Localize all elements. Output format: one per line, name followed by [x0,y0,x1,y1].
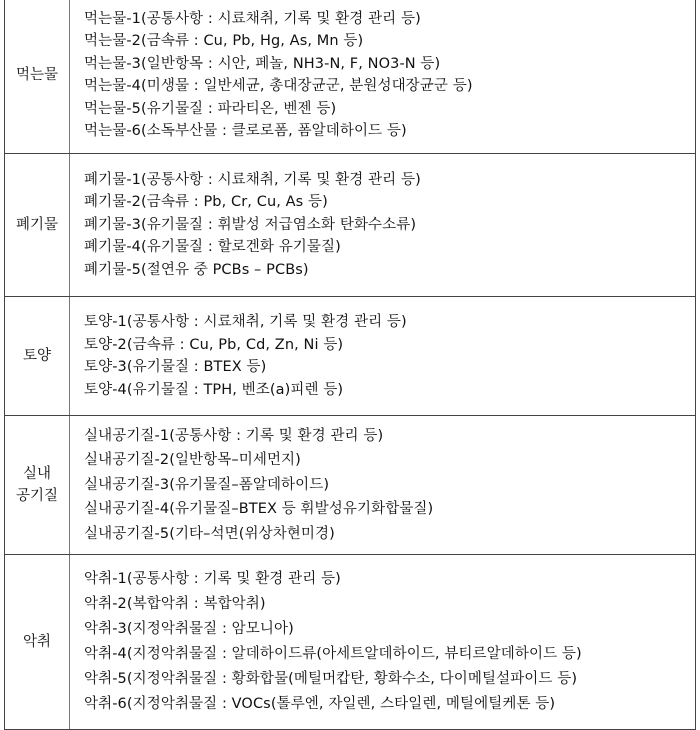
category-label-line: 실내 [22,466,51,482]
list-item: 실내공기질-1(공통사항 : 기록 및 환경 관리 등) [84,427,384,444]
list-item: 토양-3(유기물질 : BTEX 등) [84,359,267,375]
list-item: 토양-2(금속류 : Cu, Pb, Cd, Zn, Ni 등) [84,336,344,353]
table-row [5,555,696,730]
items-cell [70,297,696,416]
table-row [5,297,696,416]
list-item: 폐기물-4(유기물질 : 할로겐화 유기물질) [84,239,341,256]
test-item-table [4,0,696,730]
list-item: 악취-4(지정악취물질 : 알데하이드류(아세트알데하이드, 뷰티르알데하이드 등) [84,646,582,662]
category-cell [5,416,70,555]
list-item: 악취-2(복합악취 : 복합악취) [84,596,266,612]
list-item: 실내공기질-5(기타–석면(위상차현미경) [84,525,335,542]
category-cell [5,154,70,297]
list-item: 먹는물-1(공통사항 : 시료채취, 기록 및 환경 관리 등) [84,10,421,27]
items-cell [70,154,696,297]
list-item: 실내공기질-3(유기물질–폼알데하이드) [84,476,330,493]
list-item: 먹는물-2(금속류 : Cu, Pb, Hg, As, Mn 등) [84,33,364,49]
category-label: 폐기물 [15,217,59,233]
list-item: 악취-6(지정악취물질 : VOCs(톨루엔, 자일렌, 스타일렌, 메틸에틸케톤 등) [84,696,556,712]
list-item: 폐기물-5(절연유 중 PCBs – PCBs) [84,261,309,278]
items-cell [70,555,696,730]
table-row [5,0,696,154]
list-item: 토양-1(공통사항 : 시료채취, 기록 및 환경 관리 등) [84,314,407,330]
list-item: 먹는물-6(소독부산물 : 클로로폼, 폼알데하이드 등) [84,123,407,139]
list-item: 폐기물-3(유기물질 : 휘발성 저급염소화 탄화수소류) [84,216,417,233]
category-label: 토양 [22,348,51,364]
category-cell [5,555,70,730]
list-item: 폐기물-1(공통사항 : 시료채취, 기록 및 환경 관리 등) [84,171,421,188]
items-cell [70,416,696,555]
list-item: 토양-4(유기물질 : TPH, 벤조(a)피렌 등) [84,381,344,398]
list-item: 먹는물-5(유기물질 : 파라티온, 벤젠 등) [84,100,337,117]
list-item: 악취-1(공통사항 : 기록 및 환경 관리 등) [84,571,341,587]
category-cell [5,0,70,154]
list-item: 먹는물-4(미생물 : 일반세균, 총대장균군, 분원성대장균군 등) [84,78,473,94]
list-item: 악취-5(지정악취물질 : 황화합물(메틸머캅탄, 황화수소, 다이메틸설파이드 등) [84,671,578,687]
list-item: 실내공기질-2(일반항목–미세먼지) [84,452,301,469]
list-item: 먹는물-3(일반항목 : 시안, 페놀, NH3-N, F, NO3-N 등) [84,55,441,72]
list-item: 폐기물-2(금속류 : Pb, Cr, Cu, As 등) [84,194,328,211]
table-row [5,416,696,555]
category-label: 먹는물 [15,67,59,83]
category-cell [5,297,70,416]
category-label-line: 공기질 [15,488,59,504]
category-label: 악취 [22,634,51,650]
list-item: 실내공기질-4(유기물질–BTEX 등 휘발성유기화합물질) [84,501,434,518]
list-item: 악취-3(지정악취물질 : 암모니아) [84,621,294,637]
items-cell [70,0,696,154]
table-row [5,154,696,297]
